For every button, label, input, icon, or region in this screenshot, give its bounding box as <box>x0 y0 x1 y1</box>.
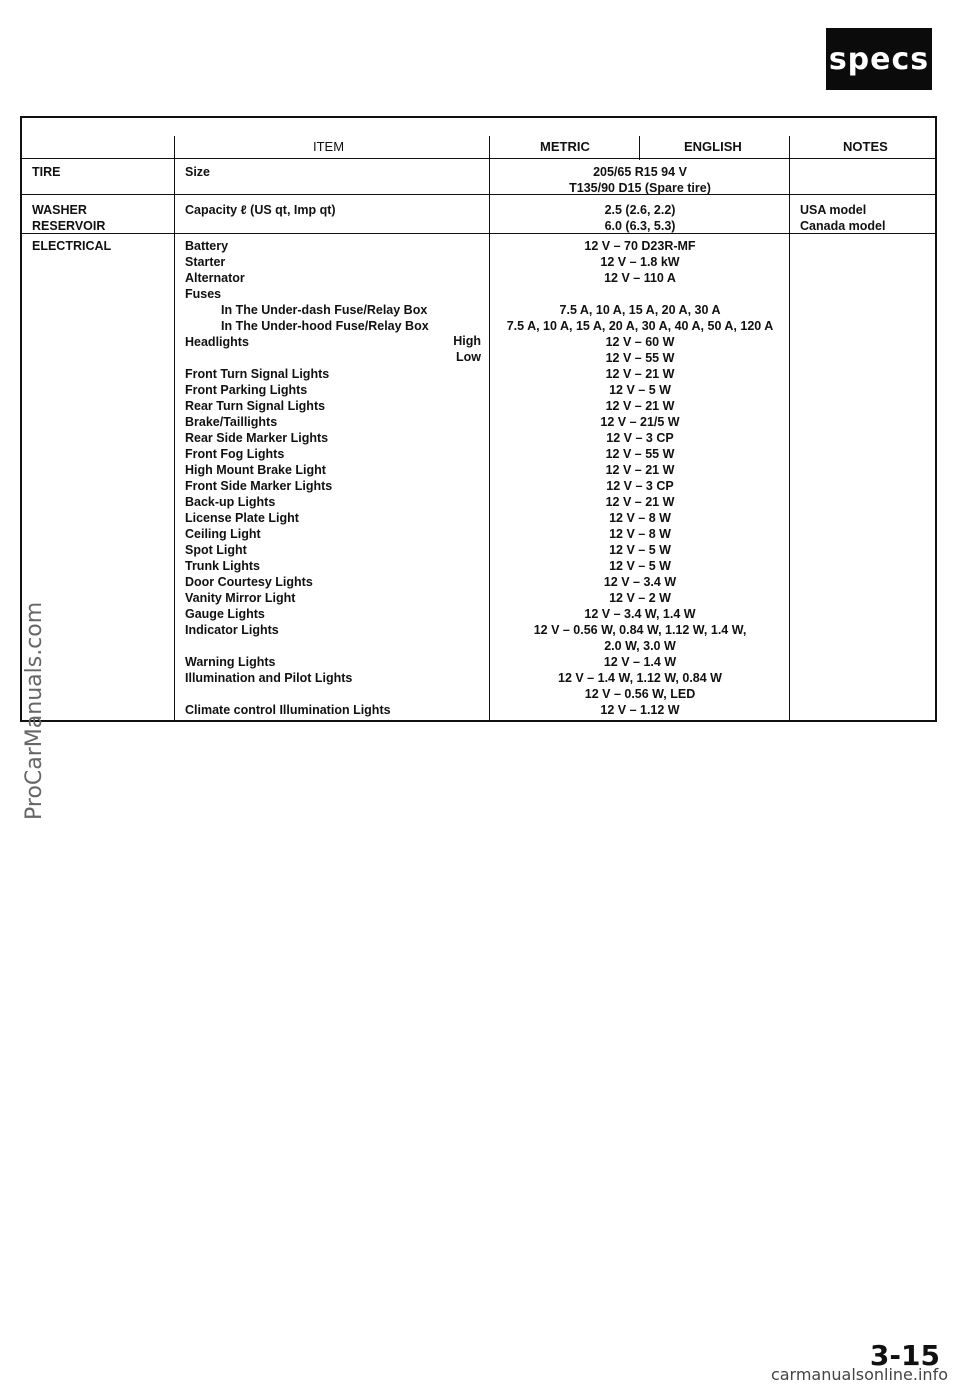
header-english: ENGLISH <box>684 139 742 154</box>
item-label: Spot Light <box>185 543 247 557</box>
value-label: 12 V – 3 CP <box>606 479 674 493</box>
value-label: 12 V – 3.4 W, 1.4 W <box>584 607 696 621</box>
value-label: 2.5 (2.6, 2.2) <box>604 203 676 217</box>
item-label: Alternator <box>185 271 245 285</box>
watermark-procarmanuals: ProCarManuals.com <box>22 601 47 820</box>
value-label: 7.5 A, 10 A, 15 A, 20 A, 30 A <box>559 303 721 317</box>
item-label: Starter <box>185 255 226 269</box>
header-notes: NOTES <box>843 139 888 154</box>
item-label: Trunk Lights <box>185 559 260 573</box>
value-label: 12 V – 2 W <box>609 591 671 605</box>
headlight-high-label: High <box>453 334 481 348</box>
item-label: License Plate Light <box>185 511 299 525</box>
note-label: Canada model <box>800 219 886 233</box>
item-label: Ceiling Light <box>185 527 261 541</box>
value-label: 6.0 (6.3, 5.3) <box>604 219 676 233</box>
value-label: 12 V – 3.4 W <box>603 575 677 589</box>
item-label: High Mount Brake Light <box>185 463 326 477</box>
value-label: 12 V – 8 W <box>609 527 671 541</box>
value-label: 12 V – 3 CP <box>606 431 674 445</box>
item-label: Vanity Mirror Light <box>185 591 296 605</box>
row-separator-washer <box>22 233 935 234</box>
value-label: 2.0 W, 3.0 W <box>604 639 676 653</box>
value-label: 12 V – 21 W <box>605 463 675 477</box>
value-label: 12 V – 5 W <box>609 383 671 397</box>
item-label: Front Fog Lights <box>185 447 285 461</box>
item-label: Rear Turn Signal Lights <box>185 399 326 413</box>
page-number: 3-15 <box>869 1339 940 1372</box>
value-label: 12 V – 21 W <box>605 495 675 509</box>
value-label: 12 V – 1.4 W <box>603 655 677 669</box>
header-metric: METRIC <box>540 139 590 154</box>
value-label: 12 V – 1.12 W <box>600 703 680 717</box>
headlight-low-label: Low <box>456 350 481 364</box>
item-label: Front Turn Signal Lights <box>185 367 330 381</box>
item-label <box>185 350 485 366</box>
value-label: 12 V – 5 W <box>609 559 671 573</box>
item-label: Back-up Lights <box>185 495 276 509</box>
specifications-table <box>20 116 937 722</box>
category-label: TIRE <box>32 165 61 179</box>
value-label <box>490 286 790 302</box>
row-values-electrical <box>490 238 790 718</box>
value-label: 7.5 A, 10 A, 15 A, 20 A, 30 A, 40 A, 50 A, 120 A <box>506 319 774 333</box>
value-label: 12 V – 60 W <box>605 335 675 349</box>
item-label: Front Parking Lights <box>185 383 308 397</box>
row-items-tire <box>185 164 485 180</box>
value-label: 12 V – 0.56 W, LED <box>584 687 696 701</box>
item-label: Gauge Lights <box>185 607 265 621</box>
item-label: In The Under-dash Fuse/Relay Box <box>221 303 428 317</box>
specs-tab-label: specs <box>828 41 930 77</box>
category-label: RESERVOIR <box>32 219 106 233</box>
specs-section-tab <box>826 28 932 90</box>
row-notes-washer <box>800 202 885 234</box>
value-label: 12 V – 21 W <box>605 399 675 413</box>
value-label: 12 V – 70 D23R-MF <box>584 239 696 253</box>
value-label: 12 V – 110 A <box>604 271 676 285</box>
note-label: USA model <box>800 203 867 217</box>
item-label: Door Courtesy Lights <box>185 575 313 589</box>
value-label: 12 V – 0.56 W, 0.84 W, 1.12 W, 1.4 W, <box>533 623 747 637</box>
value-label: 205/65 R15 94 V <box>593 165 687 179</box>
value-label: 12 V – 1.4 W, 1.12 W, 0.84 W <box>558 671 722 685</box>
header-item: ITEM <box>313 139 345 154</box>
value-label: 12 V – 55 W <box>605 351 675 365</box>
row-separator-tire <box>22 194 935 195</box>
item-label: Indicator Lights <box>185 623 279 637</box>
watermark-carmanualsonline: carmanualsonline.info <box>770 1365 948 1384</box>
column-divider-metric <box>639 136 640 160</box>
item-label: Warning Lights <box>185 655 276 669</box>
item-label: Brake/Taillights <box>185 415 278 429</box>
item-label <box>185 686 485 702</box>
item-label: Climate control Illumination Lights <box>185 703 391 717</box>
item-label <box>185 638 485 654</box>
item-label: Front Side Marker Lights <box>185 479 333 493</box>
value-label: 12 V – 8 W <box>609 511 671 525</box>
value-label: T135/90 D15 (Spare tire) <box>569 181 711 195</box>
value-label: 12 V – 21 W <box>605 367 675 381</box>
item-label: Size <box>185 165 211 179</box>
item-label: In The Under-hood Fuse/Relay Box <box>221 319 429 333</box>
item-label: Fuses <box>185 287 222 301</box>
header-separator <box>22 158 935 159</box>
item-label: Rear Side Marker Lights <box>185 431 329 445</box>
item-label: Illumination and Pilot Lights <box>185 671 353 685</box>
row-items-electrical <box>185 238 485 718</box>
item-label: Headlights <box>185 335 249 349</box>
row-category-electrical <box>32 238 111 254</box>
value-label: 12 V – 5 W <box>609 543 671 557</box>
item-label: Battery <box>185 239 229 253</box>
row-category-tire <box>32 164 60 180</box>
row-items-washer <box>185 202 485 218</box>
item-label: Capacity ℓ (US qt, Imp qt) <box>185 203 336 217</box>
category-label: ELECTRICAL <box>32 239 112 253</box>
category-label: WASHER <box>32 203 87 217</box>
value-label: 12 V – 21/5 W <box>600 415 680 429</box>
value-label: 12 V – 55 W <box>605 447 675 461</box>
row-category-washer <box>32 202 105 234</box>
row-values-tire <box>490 164 790 196</box>
value-label: 12 V – 1.8 kW <box>600 255 680 269</box>
column-divider-category <box>174 136 175 720</box>
row-values-washer <box>490 202 790 234</box>
